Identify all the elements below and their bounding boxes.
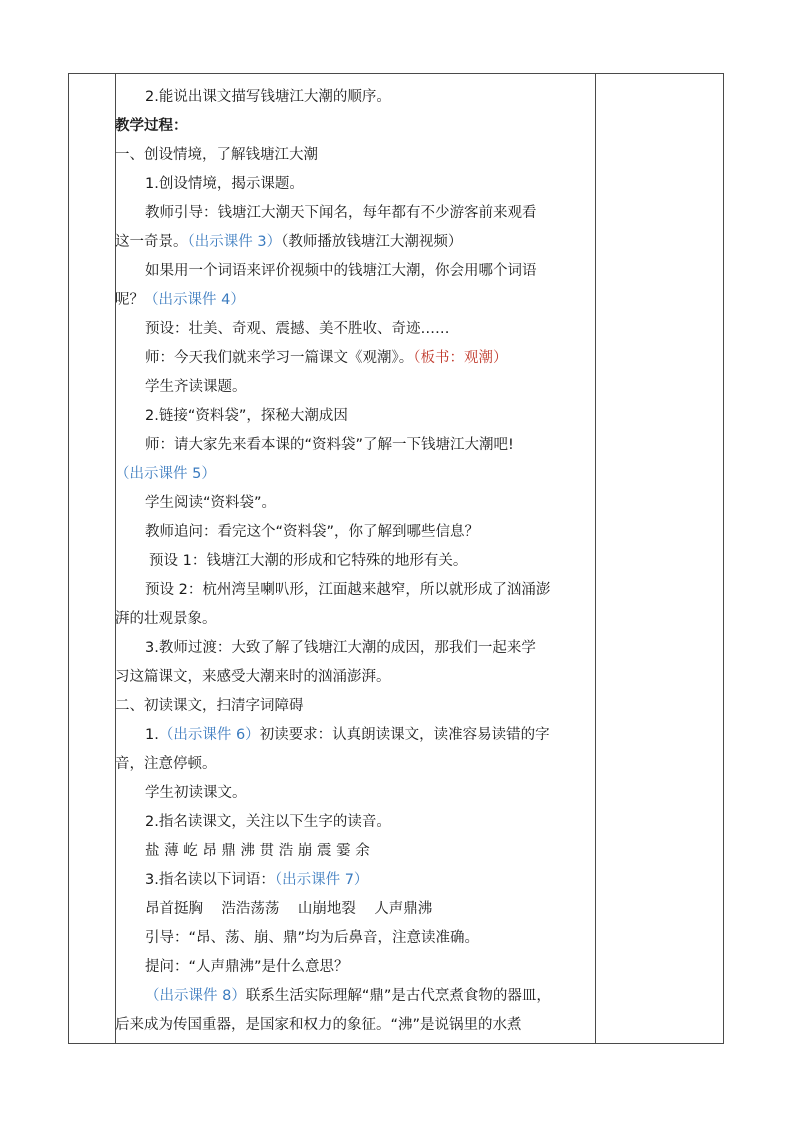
paragraph-line: 这一奇景。（出示课件 3）（教师播放钱塘江大潮视频） <box>115 234 463 250</box>
courseware-ref: （出示课件 8） <box>145 988 246 1004</box>
paragraph-line: 音，注意停顿。 <box>115 756 217 772</box>
section-heading-1: 一、创设情境，了解钱塘江大潮 <box>115 147 318 163</box>
paragraph-line: 湃的壮观景象。 <box>115 611 217 627</box>
paragraph-line: 后来成为传国重器，是国家和权力的象征。“沸”是说锅里的水煮 <box>115 1017 522 1033</box>
paragraph-line: 如果用一个词语来评价视频中的钱塘江大潮，你会用哪个词语 <box>145 263 537 279</box>
word-list: 昂首挺胸 浩浩荡荡 山崩地裂 人声鼎沸 <box>145 901 433 917</box>
character-list: 盐 薄 屹 昂 鼎 沸 贯 浩 崩 震 霎 余 <box>145 843 370 859</box>
paragraph-line: 预设 1：钱塘江大潮的形成和它特殊的地形有关。 <box>149 553 468 569</box>
courseware-ref: （出示课件 7） <box>274 872 369 888</box>
paragraph-line: 教师引导：钱塘江大潮天下闻名，每年都有不少游客前来观看 <box>145 205 537 221</box>
objective-line: 2.能说出课文描写钱塘江大潮的顺序。 <box>145 89 391 105</box>
paragraph-line: 学生阅读“资料袋”。 <box>145 495 277 511</box>
step-heading: 2.链接“资料袋”，探秘大潮成因 <box>145 408 348 424</box>
courseware-ref: （出示课件 3） <box>187 234 282 250</box>
paragraph-line: 呢？（出示课件 4） <box>115 292 245 308</box>
step-heading: 2.指名读课文，关注以下生字的读音。 <box>145 814 391 830</box>
step-heading: 3.指名读以下词语：（出示课件 7） <box>145 872 369 888</box>
column-divider-right <box>595 74 596 1043</box>
step-heading: 1.创设情境，揭示课题。 <box>145 176 304 192</box>
paragraph-line: 预设 2：杭州湾呈喇叭形，江面越来越窄，所以就形成了汹涌澎 <box>145 582 551 598</box>
paragraph-line: 提问：“人声鼎沸”是什么意思？ <box>145 959 349 975</box>
courseware-ref: （出示课件 4） <box>144 292 245 308</box>
paragraph-line: 学生齐读课题。 <box>145 379 247 395</box>
paragraph-line: （出示课件 8）联系生活实际理解“鼎”是古代烹煮食物的器皿， <box>145 988 551 1004</box>
paragraph-line: 引导：“昂、荡、崩、鼎”均为后鼻音，注意读准确。 <box>145 930 480 946</box>
paragraph-line: 教师追问：看完这个“资料袋”，你了解到哪些信息？ <box>145 524 480 540</box>
board-note: （板书：观潮） <box>413 350 508 366</box>
paragraph-line: 预设：壮美、奇观、震撼、美不胜收、奇迹…… <box>145 321 450 337</box>
courseware-ref: （出示课件 5） <box>115 466 216 482</box>
paragraph-line: 师：今天我们就来学习一篇课文《观潮》。（板书：观潮） <box>145 350 508 366</box>
paragraph-line: 师：请大家先来看本课的“资料袋”了解一下钱塘江大潮吧! <box>145 437 514 453</box>
section-heading-process: 教学过程： <box>115 118 188 134</box>
step-heading: 3.教师过渡：大致了解了钱塘江大潮的成因，那我们一起来学 <box>145 640 536 656</box>
paragraph-line: 学生初读课文。 <box>145 785 247 801</box>
section-heading-2: 二、初读课文，扫清字词障碍 <box>115 698 304 714</box>
paragraph-line: 1.（出示课件 6）初读要求：认真朗读课文，读准容易读错的字 <box>145 727 550 743</box>
courseware-ref: （出示课件 6） <box>158 727 260 743</box>
paragraph-line: 习这篇课文，来感受大潮来时的汹涌澎湃。 <box>115 669 391 685</box>
